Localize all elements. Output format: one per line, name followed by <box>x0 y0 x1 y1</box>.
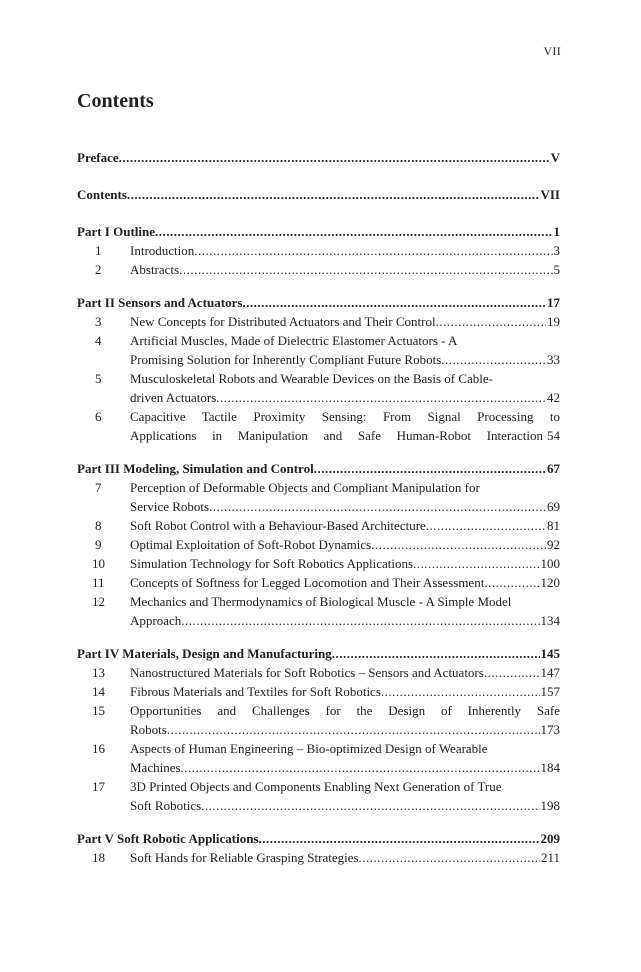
toc-chapter-3[interactable] <box>77 312 560 331</box>
dot-leader <box>371 535 546 554</box>
toc-part-page: 1 <box>553 224 560 239</box>
chapter-page: 33 <box>547 352 560 367</box>
chapter-title: Fibrous Materials and Textiles for Soft Robotics <box>130 684 381 699</box>
chapter-title: Abstracts <box>130 262 180 277</box>
toc-part-title: Part III Modeling, Simulation and Control <box>77 461 314 476</box>
toc-part-title: Part I Outline <box>77 224 155 239</box>
chapter-number: 8 <box>95 518 102 533</box>
chapter-page: 211 <box>540 850 560 865</box>
dot-leader <box>155 222 553 241</box>
chapter-title-line-1: Mechanics and Thermodynamics of Biological Muscle - A Simple Model <box>130 594 512 609</box>
toc-chapter-18[interactable] <box>77 848 560 867</box>
chapter-page: 3 <box>553 243 560 258</box>
chapter-title: New Concepts for Distributed Actuators and Their Control <box>130 314 436 329</box>
chapter-page: 42 <box>547 390 560 405</box>
toc-chapter-10[interactable] <box>77 554 560 573</box>
chapter-title-line-2: Robots <box>130 722 167 737</box>
chapter-title-line-1: Aspects of Human Engineering – Bio-optimized Design of Wearable <box>130 741 488 756</box>
chapter-number: 1 <box>95 243 102 258</box>
chapter-number: 18 <box>92 850 105 865</box>
toc-chapter-9[interactable] <box>77 535 560 554</box>
toc-chapter-8[interactable] <box>77 516 560 535</box>
chapter-number: 11 <box>92 575 105 590</box>
chapter-number: 6 <box>95 409 102 424</box>
toc-part-title: Part II Sensors and Actuators <box>77 295 243 310</box>
toc-part-page: 145 <box>540 646 560 661</box>
chapter-page: 120 <box>540 575 560 590</box>
toc-entry-title: Contents <box>77 187 127 202</box>
chapter-title: Optimal Exploitation of Soft-Robot Dynamics <box>130 537 372 552</box>
dot-leader <box>426 516 546 535</box>
toc-chapter-16[interactable] <box>77 739 560 777</box>
chapter-number: 10 <box>92 556 105 571</box>
toc-part-5[interactable] <box>77 829 560 848</box>
chapter-page: 92 <box>547 537 560 552</box>
chapter-number: 14 <box>92 684 105 699</box>
chapter-number: 16 <box>92 741 105 756</box>
toc-chapter-14[interactable] <box>77 682 560 701</box>
chapter-number: 9 <box>95 537 102 552</box>
chapter-title: Soft Robot Control with a Behaviour-Based Architecture <box>130 518 426 533</box>
dot-leader <box>436 312 546 331</box>
chapter-page: 157 <box>540 684 560 699</box>
dot-leader <box>181 611 539 630</box>
chapter-title-line-1: Musculoskeletal Robots and Wearable Devices on the Basis of Cable- <box>130 371 493 386</box>
dot-leader <box>484 573 539 592</box>
toc-entry-page: V <box>550 150 560 165</box>
chapter-page: 81 <box>547 518 560 533</box>
chapter-title-line-2: Promising Solution for Inherently Compliant Future Robots <box>130 352 442 367</box>
toc-part-1[interactable] <box>77 222 560 241</box>
chapter-title: Introduction <box>130 243 195 258</box>
dot-leader <box>209 497 546 516</box>
dot-leader <box>127 185 540 204</box>
chapter-title-line-1: 3D Printed Objects and Components Enabling Next Generation of True <box>130 779 502 794</box>
toc-entry-preface[interactable] <box>77 148 560 167</box>
dot-leader <box>314 459 546 478</box>
chapter-page: 173 <box>540 722 560 737</box>
chapter-page: 19 <box>547 314 560 329</box>
dot-leader <box>413 554 539 573</box>
chapter-title: Concepts of Softness for Legged Locomotion and Their Assessment <box>130 575 485 590</box>
toc-part-2[interactable] <box>77 293 560 312</box>
chapter-title-line-2: Approach <box>130 613 182 628</box>
toc-chapter-7[interactable] <box>77 478 560 516</box>
chapter-page: 5 <box>553 262 560 277</box>
chapter-title: Soft Hands for Reliable Grasping Strategies <box>130 850 359 865</box>
dot-leader <box>167 720 540 739</box>
toc-part-title: Part V Soft Robotic Applications <box>77 831 259 846</box>
dot-leader <box>242 293 546 312</box>
table-of-contents <box>77 148 560 867</box>
toc-chapter-13[interactable] <box>77 663 560 682</box>
dot-leader <box>194 241 552 260</box>
chapter-page: 184 <box>540 760 560 775</box>
chapter-page: 198 <box>540 798 560 813</box>
chapter-title-line-1: Capacitive Tactile Proximity Sensing: From Signal Processing to <box>130 409 560 424</box>
dot-leader <box>216 388 546 407</box>
chapter-title: Simulation Technology for Soft Robotics Applications <box>130 556 414 571</box>
dot-leader <box>119 148 550 167</box>
chapter-number: 4 <box>95 333 102 348</box>
chapter-title-line-2: Service Robots <box>130 499 210 514</box>
toc-chapter-11[interactable] <box>77 573 560 592</box>
dot-leader <box>259 829 540 848</box>
chapter-number: 2 <box>95 262 102 277</box>
chapter-number: 13 <box>92 665 105 680</box>
toc-entry-title: Preface <box>77 150 119 165</box>
toc-chapter-6[interactable] <box>77 407 560 445</box>
chapter-number: 5 <box>95 371 102 386</box>
dot-leader <box>179 260 552 279</box>
toc-part-page: 17 <box>547 295 560 310</box>
page-folio: VII <box>543 44 561 58</box>
toc-chapter-4[interactable] <box>77 331 560 369</box>
chapter-number: 17 <box>92 779 105 794</box>
page-heading: Contents <box>77 90 154 112</box>
chapter-title-line-1: Perception of Deformable Objects and Compliant Manipulation for <box>130 480 480 495</box>
chapter-title-line-2: Soft Robotics <box>130 798 202 813</box>
dot-leader <box>484 663 540 682</box>
chapter-title-line-1: Artificial Muscles, Made of Dielectric Elastomer Actuators - A <box>130 333 458 348</box>
chapter-page: 134 <box>540 613 560 628</box>
chapter-title: Nanostructured Materials for Soft Robotics – Sensors and Actuators <box>130 665 484 680</box>
toc-chapter-1[interactable] <box>77 241 560 260</box>
toc-chapter-12[interactable] <box>77 592 560 630</box>
toc-chapter-5[interactable] <box>77 369 560 407</box>
chapter-number: 15 <box>92 703 105 718</box>
chapter-title-line-2: Machines <box>130 760 181 775</box>
dot-leader <box>201 796 539 815</box>
toc-part-page: 67 <box>547 461 560 476</box>
chapter-page: 54 <box>547 428 560 443</box>
chapter-title-line-2: driven Actuators <box>130 390 217 405</box>
chapter-title-line-2: Applications in Manipulation and Safe Human-Robot Interaction <box>130 428 543 443</box>
toc-part-page: 209 <box>540 831 560 846</box>
toc-part-4[interactable] <box>77 644 560 663</box>
chapter-number: 12 <box>92 594 105 609</box>
toc-part-title: Part IV Materials, Design and Manufacturing <box>77 646 332 661</box>
chapter-number: 3 <box>95 314 102 329</box>
toc-entry-contents[interactable] <box>77 185 560 204</box>
chapter-page: 147 <box>540 665 560 680</box>
dot-leader <box>359 848 540 867</box>
toc-chapter-17[interactable] <box>77 777 560 815</box>
chapter-page: 69 <box>547 499 560 514</box>
chapter-number: 7 <box>95 480 102 495</box>
dot-leader <box>332 644 540 663</box>
toc-chapter-2[interactable] <box>77 260 560 279</box>
dot-leader <box>441 350 546 369</box>
chapter-title-line-1: Opportunities and Challenges for the Design of Inherently Safe <box>130 703 560 718</box>
toc-chapter-15[interactable] <box>77 701 560 739</box>
dot-leader <box>381 682 540 701</box>
dot-leader <box>181 758 540 777</box>
chapter-page: 100 <box>540 556 560 571</box>
toc-part-3[interactable] <box>77 459 560 478</box>
toc-entry-page: VII <box>540 187 560 202</box>
